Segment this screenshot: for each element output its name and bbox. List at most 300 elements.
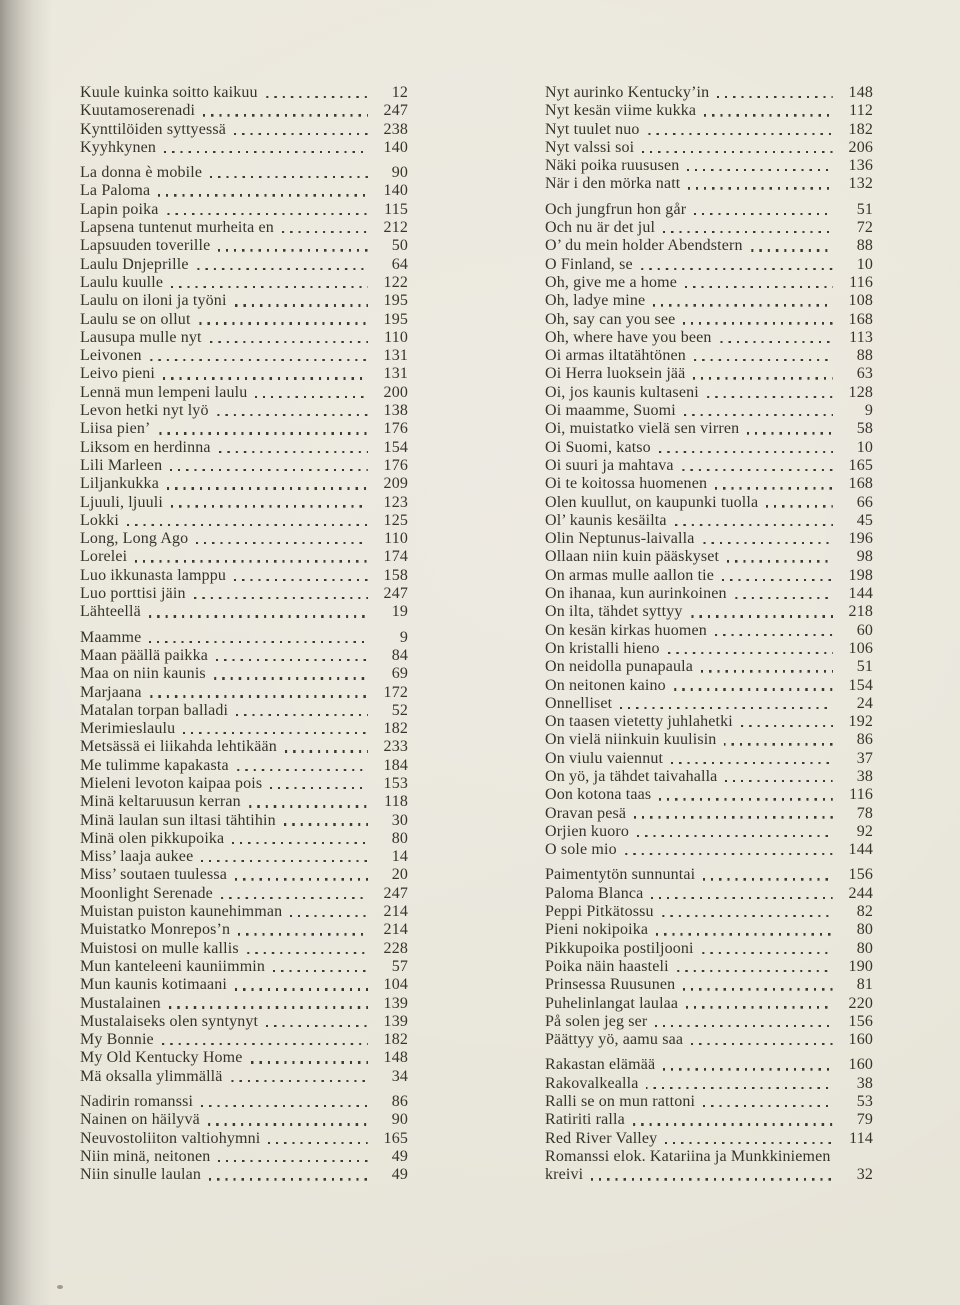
page-number: 80: [856, 939, 873, 957]
index-entry: [545, 384, 873, 402]
song-title: On ihanaa, kun aurinkoinen: [545, 585, 727, 603]
page-number: 81: [856, 976, 873, 994]
page-number: 52: [391, 701, 408, 719]
dot-leader: [150, 359, 368, 361]
index-entry: [545, 1130, 873, 1148]
page-number: 122: [383, 273, 408, 291]
page-number: 113: [849, 328, 873, 346]
song-title: Pikkupoika postiljooni: [545, 939, 694, 957]
page-number: 115: [384, 200, 408, 218]
page-number: 88: [856, 347, 873, 365]
page-number: 49: [391, 1166, 408, 1184]
dot-leader: [210, 341, 368, 343]
index-entry: [545, 121, 873, 139]
song-title: Poika näin haasteli: [545, 957, 669, 975]
index-entry: [545, 640, 873, 658]
page-number: 110: [384, 530, 408, 548]
song-title: Nyt kesän viime kukka: [545, 102, 697, 120]
song-title: Lapsena tuntenut murheita en: [80, 219, 274, 237]
page-number: 153: [383, 774, 408, 792]
page-number: 140: [383, 138, 408, 156]
dot-leader: [724, 743, 833, 745]
dot-leader: [659, 451, 833, 453]
page-number: 182: [383, 720, 408, 738]
page-number: 238: [383, 120, 408, 138]
song-title: På solen jeg ser: [545, 1012, 648, 1030]
page-number: 90: [391, 1111, 408, 1129]
song-title: Oravan pesä: [545, 804, 627, 822]
song-title: On taasen vietetty juhlahetki: [545, 713, 733, 731]
song-title: Laulu kuulle: [80, 273, 164, 291]
song-title: Nyt aurinko Kentucky’in: [545, 84, 710, 101]
page-number: 78: [856, 804, 873, 822]
song-title: Muistan puiston kaunehimman: [80, 903, 283, 921]
song-title: Oi, jos kaunis kultaseni: [545, 383, 699, 401]
dot-leader: [683, 322, 833, 324]
page-number: 174: [383, 548, 408, 566]
dot-leader: [218, 249, 368, 251]
page-number: 80: [391, 829, 408, 847]
dot-leader: [634, 816, 833, 818]
song-title: Oi maamme, Suomi: [545, 402, 676, 420]
page-number: 128: [848, 383, 873, 401]
index-column-right: [545, 84, 873, 1185]
page-number: 45: [856, 511, 873, 529]
index-entry: [80, 1148, 408, 1166]
song-title: O sole mio: [545, 841, 617, 859]
song-title: Oi te koitossa huomenen: [545, 475, 708, 493]
song-title: Muistatko Monrepos’n: [80, 921, 231, 939]
index-entry: [80, 530, 408, 548]
index-entry: [545, 1075, 873, 1093]
index-entry: [80, 494, 408, 512]
song-title: Paloma Blanca: [545, 884, 644, 902]
index-entry: [545, 102, 873, 120]
page-number: 57: [391, 957, 408, 975]
song-title: Mun kaunis kotimaani: [80, 976, 227, 994]
index-entry: [80, 402, 408, 420]
page-number: 118: [384, 793, 408, 811]
index-entry: [545, 750, 873, 768]
page-number: 156: [848, 1012, 873, 1030]
index-entry: [545, 567, 873, 585]
dot-leader: [210, 176, 368, 178]
song-title: Lapsuuden toverille: [80, 237, 211, 255]
index-entry: [545, 157, 873, 175]
dot-leader: [751, 249, 833, 251]
dot-leader: [235, 988, 368, 990]
song-title: Moonlight Serenade: [80, 884, 213, 902]
dot-leader: [164, 151, 368, 153]
page-number: 92: [856, 822, 873, 840]
song-title: Liisa pien’: [80, 420, 151, 438]
index-entry: [80, 1031, 408, 1049]
index-entry: [545, 995, 873, 1013]
song-title: Minä laulan sun iltasi tähtihin: [80, 811, 276, 829]
page-number: 80: [856, 921, 873, 939]
dot-leader: [642, 151, 833, 153]
paper-speck: [57, 1285, 63, 1289]
dot-leader: [235, 304, 368, 306]
song-title: Ratiriti ralla: [545, 1111, 625, 1129]
page-number: 200: [383, 383, 408, 401]
page-number: 110: [384, 328, 408, 346]
dot-leader: [620, 707, 833, 709]
index-entry: [80, 903, 408, 921]
song-title: On armas mulle aallon tie: [545, 566, 715, 584]
page-number: 116: [849, 786, 873, 804]
index-entry: [545, 866, 873, 884]
dot-leader: [683, 988, 833, 990]
index-entry: [80, 311, 408, 329]
index-entry: [545, 201, 873, 219]
index-entry: [545, 622, 873, 640]
page-number: 176: [383, 456, 408, 474]
dot-leader: [170, 469, 368, 471]
dot-leader: [637, 835, 833, 837]
page-number: 53: [856, 1093, 873, 1111]
dot-leader: [653, 304, 833, 306]
song-title: Rakovalkealla: [545, 1074, 639, 1092]
index-entry: [545, 903, 873, 921]
index-entry: [80, 219, 408, 237]
index-entry: [80, 164, 408, 182]
song-title: Marjaana: [80, 683, 142, 701]
page-number: 125: [383, 511, 408, 529]
song-title: On neidolla punapaula: [545, 658, 693, 676]
dot-leader: [219, 451, 368, 453]
dot-leader: [273, 970, 368, 972]
index-entry: [80, 84, 408, 102]
dot-leader: [691, 1043, 833, 1045]
song-title: Oi Suomi, katso: [545, 438, 651, 456]
index-entry: [545, 139, 873, 157]
dot-leader: [655, 1025, 833, 1027]
dot-leader: [159, 432, 368, 434]
song-title: Oh, where have you been: [545, 328, 712, 346]
dot-leader: [659, 798, 833, 800]
song-title: Nyt valssi soi: [545, 138, 635, 156]
song-title: Kyyhkynen: [80, 138, 157, 156]
index-entry: [80, 603, 408, 621]
dot-leader: [167, 487, 368, 489]
index-entry: [80, 1049, 408, 1067]
dot-leader: [194, 597, 368, 599]
song-title: Laulu on iloni ja työni: [80, 292, 227, 310]
index-entry: [545, 402, 873, 420]
song-title: Olin Neptunus-laivalla: [545, 530, 695, 548]
song-title: Mustalaiseks olen syntynyt: [80, 1012, 259, 1030]
index-entry: [80, 439, 408, 457]
dot-leader: [702, 952, 833, 954]
page-number: 182: [848, 120, 873, 138]
page-number: 160: [848, 1056, 873, 1074]
page-number: 82: [856, 903, 873, 921]
song-title: Miss’ soutaen tuulessa: [80, 866, 227, 884]
page-number: 165: [383, 1129, 408, 1147]
index-entry: [80, 1111, 408, 1129]
song-title: On kesän kirkas huomen: [545, 621, 707, 639]
index-entry: [80, 1093, 408, 1111]
page-number: 88: [856, 237, 873, 255]
song-title: Me tulimme kapakasta: [80, 756, 229, 774]
index-entry: [80, 121, 408, 139]
dot-leader: [217, 414, 368, 416]
page-number: 104: [383, 976, 408, 994]
dot-leader: [196, 542, 368, 544]
index-entry: [80, 940, 408, 958]
page-number: 247: [383, 585, 408, 603]
song-title: Och jungfrun hon går: [545, 200, 687, 218]
dot-leader: [231, 1080, 368, 1082]
song-title: Lili Marleen: [80, 456, 163, 474]
dot-leader: [270, 787, 368, 789]
index-entry: [80, 274, 408, 292]
page-number: 184: [383, 756, 408, 774]
page-number: 165: [848, 456, 873, 474]
index-entry: [545, 256, 873, 274]
index-entry: [80, 548, 408, 566]
index-entry: [80, 848, 408, 866]
dot-leader: [656, 933, 833, 935]
song-title: O’ du mein holder Abendstern: [545, 237, 743, 255]
index-entry: [545, 1166, 873, 1184]
page-number: 10: [856, 438, 873, 456]
index-entry: [80, 830, 408, 848]
index-group: [80, 84, 408, 157]
dot-leader: [197, 268, 368, 270]
song-title: Och nu är det jul: [545, 219, 656, 237]
dot-leader: [238, 933, 368, 935]
page-number: 116: [849, 273, 873, 291]
index-group: [80, 1093, 408, 1184]
page-number: 20: [391, 866, 408, 884]
song-title: Levon hetki nyt lyö: [80, 402, 209, 420]
dot-leader: [218, 1160, 368, 1162]
song-title: Ljuuli, ljuuli: [80, 493, 163, 511]
index-entry: [545, 237, 873, 255]
index-entry: [80, 684, 408, 702]
page-number: 198: [848, 566, 873, 584]
page-number: 64: [391, 255, 408, 273]
page-number: 86: [391, 1093, 408, 1111]
dot-leader: [722, 579, 833, 581]
dot-leader: [216, 659, 368, 661]
index-entry: [80, 775, 408, 793]
dot-leader: [282, 231, 368, 233]
index-entry: [80, 365, 408, 383]
song-title: Muistosi on mulle kallis: [80, 939, 239, 957]
dot-leader: [633, 1123, 833, 1125]
dot-leader: [694, 359, 833, 361]
page-number: 247: [383, 884, 408, 902]
page-number: 63: [856, 365, 873, 383]
song-title: Metsässä ei liikahda lehtikään: [80, 738, 277, 756]
song-title: On yö, ja tähdet taivahalla: [545, 767, 718, 785]
dot-leader: [684, 414, 833, 416]
song-title: Päättyy yö, aamu saa: [545, 1031, 684, 1049]
page-number: 60: [856, 621, 873, 639]
song-title: Kynttilöiden syttyessä: [80, 120, 226, 138]
song-title: Luo porttisi jäin: [80, 585, 186, 603]
page-number: 176: [383, 420, 408, 438]
dot-leader: [727, 560, 833, 562]
song-title: Nainen on häilyvä: [80, 1111, 200, 1129]
page-number: 247: [383, 102, 408, 120]
index-entry: [545, 365, 873, 383]
song-title: Näki poika ruususen: [545, 157, 680, 175]
dot-leader: [682, 469, 833, 471]
song-title: Lokki: [80, 511, 119, 529]
index-entry: [80, 102, 408, 120]
index-entry: [545, 420, 873, 438]
dot-leader: [707, 396, 833, 398]
song-title: Laulu se on ollut: [80, 310, 191, 328]
dot-leader: [135, 560, 368, 562]
dot-leader: [162, 1043, 368, 1045]
index-entry: [545, 677, 873, 695]
dot-leader: [221, 897, 368, 899]
page-number: 72: [856, 219, 873, 237]
dot-leader: [183, 732, 368, 734]
page-number: 192: [848, 713, 873, 731]
index-group: [545, 1056, 873, 1184]
index-entry: [545, 958, 873, 976]
index-entry: [545, 823, 873, 841]
song-title: Minä olen pikkupoika: [80, 829, 225, 847]
index-entry: [80, 1068, 408, 1086]
page-number: 51: [856, 658, 873, 676]
page-number: 154: [848, 676, 873, 694]
index-entry: [545, 1056, 873, 1074]
song-title: Puhelinlangat laulaa: [545, 994, 679, 1012]
index-entry: [545, 1111, 873, 1129]
song-title: Nyt tuulet nuo: [545, 120, 640, 138]
page-number: 51: [856, 200, 873, 218]
page-number: 228: [383, 939, 408, 957]
song-title: Oh, give me a home: [545, 273, 677, 291]
index-entry: [80, 629, 408, 647]
dot-leader: [703, 878, 833, 880]
index-entry: [545, 548, 873, 566]
song-title: Oi armas iltatähtönen: [545, 347, 686, 365]
index-entry: [80, 921, 408, 939]
page-number: 148: [383, 1049, 408, 1067]
page-number: 131: [383, 347, 408, 365]
dot-leader: [693, 377, 833, 379]
dot-leader: [674, 688, 833, 690]
dot-leader: [247, 952, 368, 954]
index-entry: [80, 237, 408, 255]
page-number: 108: [848, 292, 873, 310]
song-title: La Paloma: [80, 182, 151, 200]
song-title: Nadirin romanssi: [80, 1093, 194, 1111]
song-title: Matalan torpan balladi: [80, 701, 229, 719]
song-title: Oi suuri ja mahtava: [545, 456, 674, 474]
page-number: 218: [848, 603, 873, 621]
index-entry: [545, 695, 873, 713]
page-number: 79: [856, 1111, 873, 1129]
index-columns: [80, 84, 873, 1185]
index-entry: [545, 494, 873, 512]
song-title: Lennä mun lempeni laulu: [80, 383, 248, 401]
dot-leader: [725, 780, 833, 782]
dot-leader: [290, 915, 368, 917]
song-title: Mä oksalla ylimmällä: [80, 1067, 223, 1085]
index-entry: [545, 1031, 873, 1049]
dot-leader: [686, 1006, 833, 1008]
index-entry: [545, 274, 873, 292]
page-number: 98: [856, 548, 873, 566]
page-number: 106: [848, 639, 873, 657]
page-number: 14: [391, 848, 408, 866]
dot-leader: [662, 915, 833, 917]
song-title: Merimieslaulu: [80, 720, 176, 738]
song-title: Olen kuullut, on kaupunki tuolla: [545, 493, 759, 511]
page-number: 131: [383, 365, 408, 383]
page-number: 114: [849, 1129, 873, 1147]
page-number: 206: [848, 138, 873, 156]
song-title: My Old Kentucky Home: [80, 1049, 243, 1067]
dot-leader: [648, 133, 833, 135]
song-title: Rakastan elämää: [545, 1056, 656, 1074]
page-number: 69: [391, 665, 408, 683]
index-entry: [545, 921, 873, 939]
index-entry: [545, 885, 873, 903]
dot-leader: [671, 762, 833, 764]
index-entry: [545, 713, 873, 731]
page-number: 38: [856, 767, 873, 785]
dot-leader: [209, 1178, 368, 1180]
song-title: Kuule kuinka soitto kaikuu: [80, 84, 258, 101]
song-title: Oh, ladye mine: [545, 292, 646, 310]
page-number: 160: [848, 1031, 873, 1049]
dot-leader: [717, 96, 833, 98]
page-number: 190: [848, 957, 873, 975]
song-title: Red River Valley: [545, 1129, 658, 1147]
song-title: Niin minä, neitonen: [80, 1147, 211, 1165]
dot-leader: [735, 597, 833, 599]
page-number: 38: [856, 1074, 873, 1092]
dot-leader: [701, 670, 833, 672]
dot-leader: [685, 286, 833, 288]
page-number: 209: [383, 475, 408, 493]
dot-leader: [235, 878, 368, 880]
dot-leader: [266, 96, 368, 98]
page-number: 196: [848, 530, 873, 548]
index-entry: [80, 958, 408, 976]
page-number: 84: [391, 646, 408, 664]
index-entry: [80, 720, 408, 738]
song-title: Leivonen: [80, 347, 142, 365]
song-title: Maamme: [80, 628, 142, 646]
index-entry: [545, 219, 873, 237]
song-title: När i den mörka natt: [545, 175, 681, 193]
song-title: Luo ikkunasta lamppu: [80, 566, 227, 584]
song-title: Romanssi elok. Katariina ja Munkkiniemen: [545, 1147, 831, 1165]
index-column-left: [80, 84, 408, 1185]
dot-leader: [625, 853, 833, 855]
song-title: Long, Long Ago: [80, 530, 189, 548]
song-title: Maan päällä paikka: [80, 646, 208, 664]
dot-leader: [703, 1105, 833, 1107]
index-entry: [80, 738, 408, 756]
dot-leader: [127, 524, 368, 526]
dot-leader: [663, 231, 833, 233]
page-number: 49: [391, 1147, 408, 1165]
index-entry: [545, 658, 873, 676]
song-title: Ralli se on mun rattoni: [545, 1093, 696, 1111]
